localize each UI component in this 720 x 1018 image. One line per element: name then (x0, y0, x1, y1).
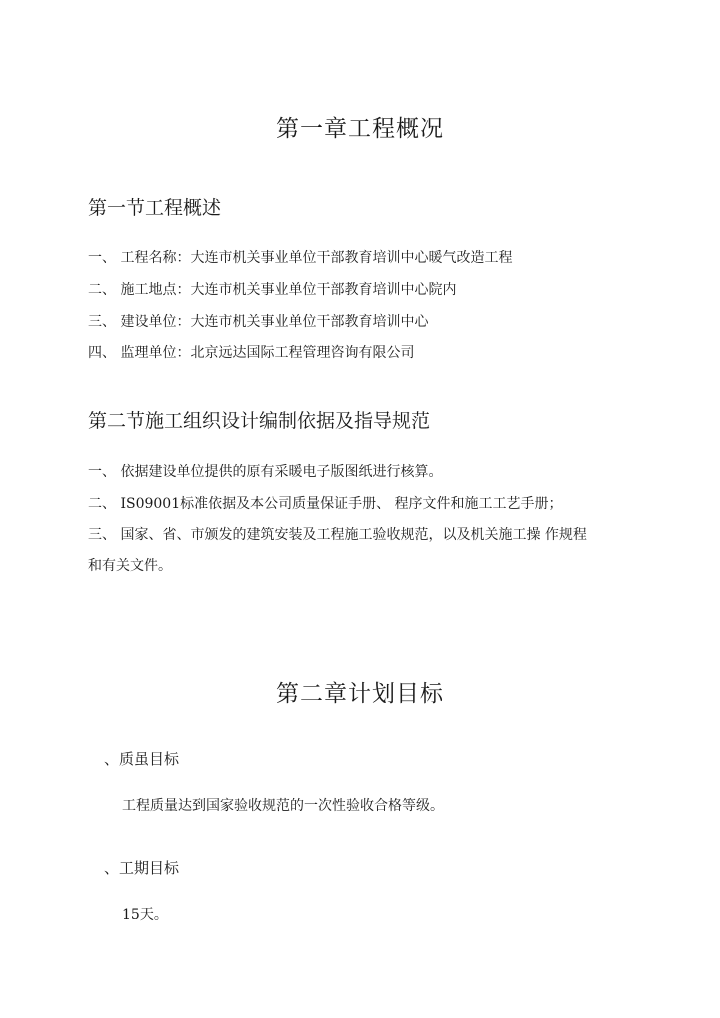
section2-title: 第二节施工组织设计编制依据及指导规范 (88, 410, 431, 432)
section1-item-3: 三、 建设单位：大连市机关事业单位干部教育培训中心 (88, 314, 429, 330)
chapter2-title: 第二章计划目标 (276, 681, 444, 707)
quality-goal-title: 、质虽目标 (104, 750, 180, 768)
section1-item-4: 四、 监理单位：北京远达国际工程管理咨询有限公司 (88, 345, 415, 361)
quality-goal-text: 工程质量达到国家验收规范的一次性验收合格等级。 (122, 798, 444, 814)
schedule-goal-text: 15天。 (122, 907, 168, 923)
section2-item-1: 一、 依据建设单位提供的原有采暖电子版图纸进行核算。 (88, 464, 443, 480)
section1-item-2: 二、 施工地点：大连市机关事业单位干部教育培训中心院内 (88, 282, 457, 298)
section1-item-1: 一、 工程名称：大连市机关事业单位干部教育培训中心暖气改造工程 (88, 250, 513, 266)
chapter1-title: 第一章工程概况 (276, 116, 444, 142)
section2-item-2: 二、 IS09001标准依据及本公司质量保证手册、 程序文件和施工工艺手册； (88, 496, 563, 512)
schedule-goal-title: 、工期目标 (104, 859, 180, 877)
section1-title: 第一节工程概述 (88, 197, 222, 219)
section2-item-3-continued: 和有关文件。 (88, 558, 172, 574)
section2-item-3: 三、 国家、省、市颁发的建筑安装及工程施工验收规范，以及机关施工操 作规程 (88, 527, 587, 543)
